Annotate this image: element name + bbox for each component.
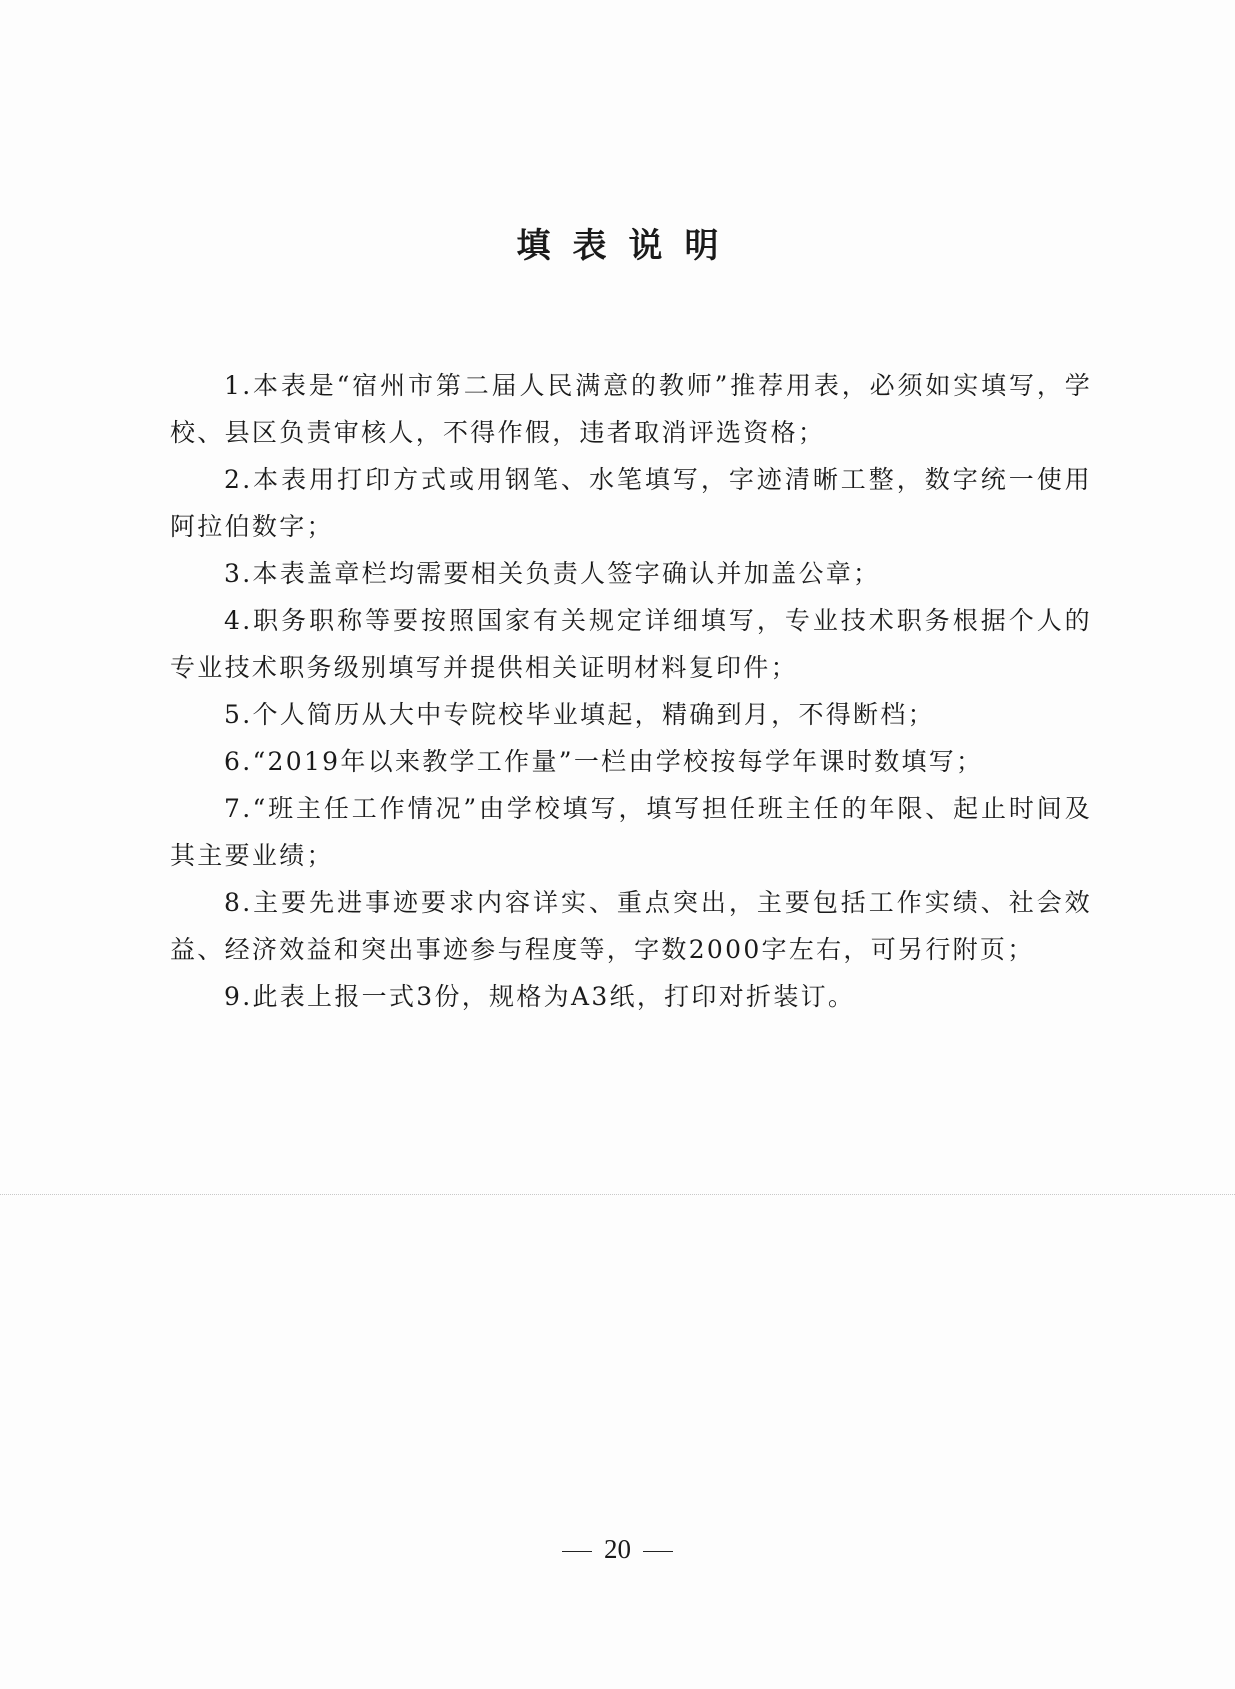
instruction-item-7: 7.“班主任工作情况”由学校填写，填写担任班主任的年限、起止时间及其主要业绩； bbox=[170, 794, 1092, 870]
instruction-item-4: 4.职务职称等要按照国家有关规定详细填写，专业技术职务根据个人的专业技术职务级别填写并提供相关证明材料复印件； bbox=[170, 606, 1092, 682]
instructions-list bbox=[170, 362, 1092, 1020]
page-title: 填表说明 bbox=[516, 226, 741, 266]
instruction-item-6: 6.“2019年以来教学工作量”一栏由学校按每学年课时数填写； bbox=[224, 747, 984, 776]
instruction-item-1: 1.本表是“宿州市第二届人民满意的教师”推荐用表，必须如实填写，学校、县区负责审核人，不得作假，违者取消评选资格； bbox=[170, 371, 1092, 447]
scan-fold-line bbox=[0, 1194, 1235, 1195]
page-number-right-dash bbox=[643, 1551, 673, 1552]
page-number-value: 20 bbox=[604, 1534, 631, 1564]
instruction-item-9: 9.此表上报一式3份，规格为A3纸，打印对折装订。 bbox=[224, 982, 856, 1011]
page-number bbox=[0, 1534, 1235, 1565]
instruction-item-5: 5.个人简历从大中专院校毕业填起，精确到月，不得断档； bbox=[224, 700, 935, 729]
instruction-item-3: 3.本表盖章栏均需要相关负责人签字确认并加盖公章； bbox=[224, 559, 881, 588]
instruction-item-2: 2.本表用打印方式或用钢笔、水笔填写，字迹清晰工整，数字统一使用阿拉伯数字； bbox=[170, 465, 1092, 541]
instruction-item-8: 8.主要先进事迹要求内容详实、重点突出，主要包括工作实绩、社会效益、经济效益和突出事迹参与程度等，字数2000字左右，可另行附页； bbox=[170, 888, 1092, 964]
page-number-left-dash bbox=[562, 1551, 592, 1552]
